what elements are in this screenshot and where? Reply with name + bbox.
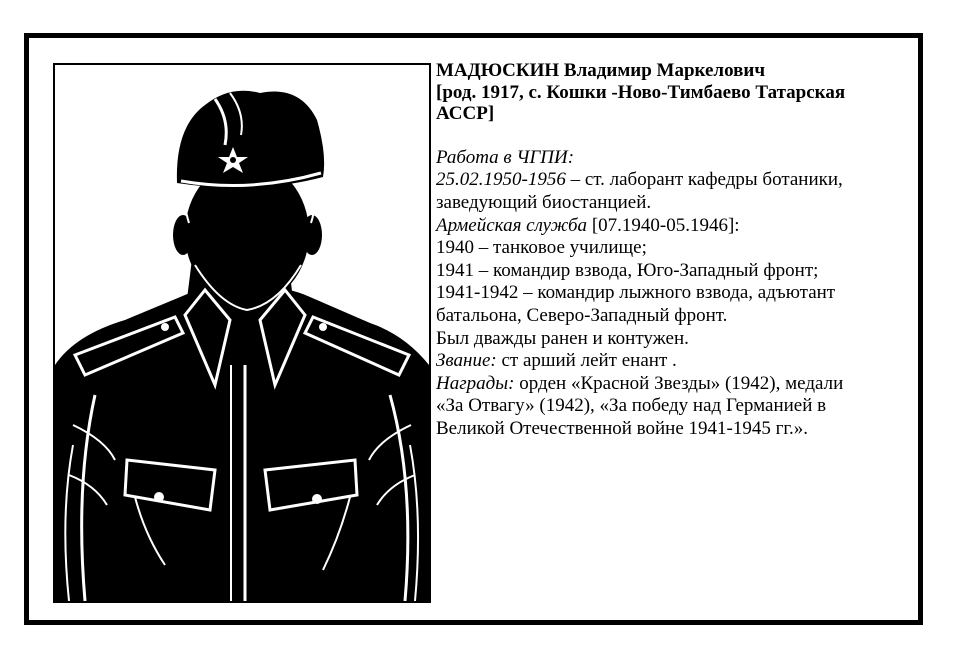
army-line: 1941-1942 – командир лыжного взвода, адъютант: [436, 282, 836, 304]
rank-value: ст арший лейт енант .: [496, 350, 677, 372]
army-line: 1941 – командир взвода, Юго-Западный фронт;: [436, 259, 819, 281]
work-line-1: [436, 169, 906, 192]
army-label: Армейская служба: [436, 214, 588, 236]
rank-label: Звание:: [436, 350, 497, 372]
awards-line-1: [436, 373, 906, 396]
biography-text: [436, 60, 906, 441]
awards-line-3: Великой Отечественной войне 1941-1945 гг.».: [436, 417, 809, 439]
army-line: Был дважды ранен и контужен.: [436, 327, 689, 349]
portrait-frame: [53, 63, 431, 603]
awards-text-1: орден «Красной Звезды» (1942), медали: [514, 372, 844, 394]
rank-line: [436, 350, 906, 373]
awards-line-2: «За Отвагу» (1942), «За победу над Германией в: [436, 395, 827, 417]
work-desc-1: – ст. лаборант кафедры ботаники,: [565, 169, 843, 191]
army-period: [07.1940-05.1946]:: [587, 214, 740, 236]
work-label: Работа в ЧГПИ:: [436, 146, 575, 168]
army-heading: [436, 215, 906, 238]
soldier-silhouette-icon: [55, 65, 429, 601]
army-line: батальона, Северо-Западный фронт.: [436, 304, 728, 326]
awards-label: Награды:: [436, 372, 515, 394]
person-heading: [436, 60, 906, 125]
person-birth-region: АССР]: [436, 103, 495, 125]
work-desc-2: заведующий биостанцией.: [436, 191, 652, 213]
person-name: МАДЮСКИН Владимир Маркелович: [436, 60, 766, 81]
work-period: 25.02.1950-1956: [436, 169, 566, 191]
army-line: 1940 – танковое училище;: [436, 237, 647, 259]
person-birth: [род. 1917, с. Кошки -Ново-Тимбаево Татарская: [436, 81, 846, 103]
